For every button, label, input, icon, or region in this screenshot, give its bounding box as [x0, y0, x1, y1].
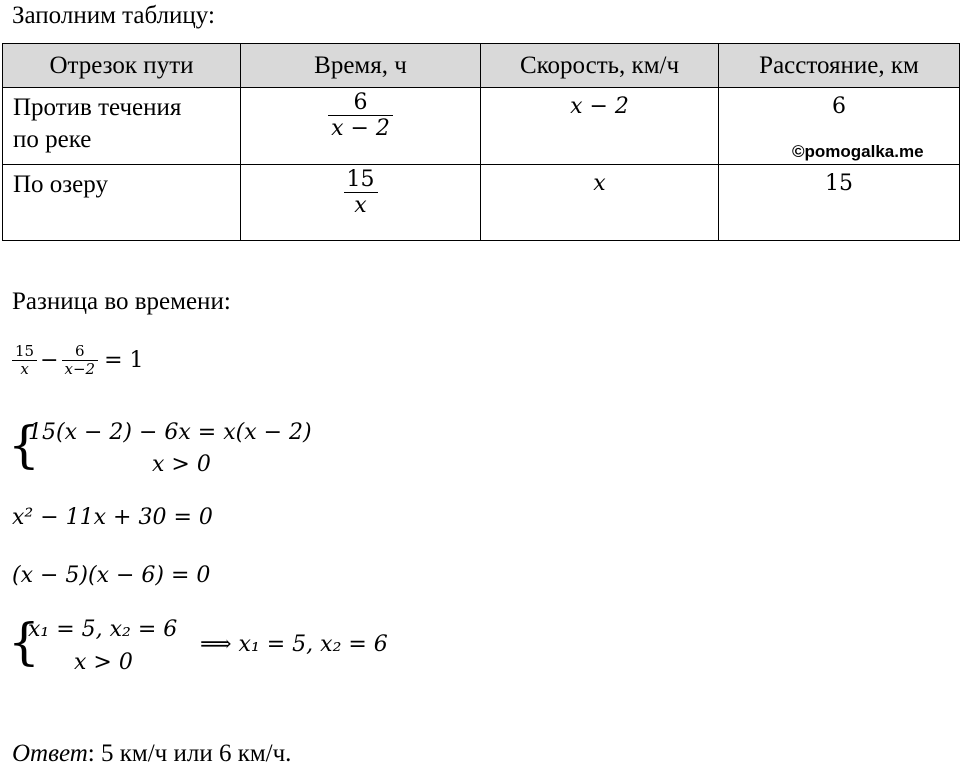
quadratic-equation: x² − 11x + 30 = 0 [12, 505, 213, 530]
cell-distance: 6 ©pomogalka.me [719, 88, 960, 165]
system2-result: ⟹ x₁ = 5, x₂ = 6 [200, 632, 388, 657]
answer-text: : 5 км/ч или 6 км/ч. [87, 740, 292, 767]
time-fraction [328, 90, 393, 142]
table-row [3, 88, 960, 165]
intro-text: Заполним таблицу: [12, 2, 215, 29]
cell-segment: Против течения по реке [3, 88, 241, 165]
cell-segment: По озеру [3, 165, 241, 241]
cell-speed: x − 2 [481, 88, 719, 165]
system2-line2: x > 0 [74, 650, 133, 675]
header-speed: Скорость, км/ч [481, 44, 719, 88]
system-brace: { [8, 416, 40, 474]
cell-time [241, 165, 481, 241]
fraction-denominator: x [354, 193, 367, 219]
system2-line1: x₁ = 5, x₂ = 6 [28, 617, 178, 642]
cell-distance: 15 [719, 165, 960, 241]
fraction-numerator: 15 [346, 167, 375, 192]
fraction-denominator: x − 2 [331, 116, 390, 142]
system-brace: { [8, 613, 40, 671]
table-header-row [3, 44, 960, 88]
system1-line1: 15(x − 2) − 6x = x(x − 2) [28, 420, 312, 445]
equation-1: $\frac{15}{x}$ − $\frac{6}{x-2}$ = 1 [12, 343, 144, 379]
cell-time [241, 88, 481, 165]
fraction-15-x: $\frac{15}{x}$ [12, 343, 37, 379]
header-distance: Расстояние, км [719, 44, 960, 88]
header-segment: Отрезок пути [3, 44, 241, 88]
cell-speed: x [481, 165, 719, 241]
factored-equation: (x − 5)(x − 6) = 0 [12, 563, 211, 588]
difference-label: Разница во времени: [12, 288, 231, 315]
fraction-6-x-2: $\frac{6}{x-2}$ [62, 343, 99, 379]
watermark: ©pomogalka.me [792, 142, 924, 161]
header-time: Время, ч [241, 44, 481, 88]
answer [12, 740, 291, 768]
time-fraction [344, 167, 378, 219]
system1-line2: x > 0 [152, 452, 211, 477]
answer-label: Ответ [12, 740, 88, 767]
fraction-numerator: 6 [353, 90, 368, 115]
data-table [2, 43, 960, 241]
table-row [3, 165, 960, 241]
